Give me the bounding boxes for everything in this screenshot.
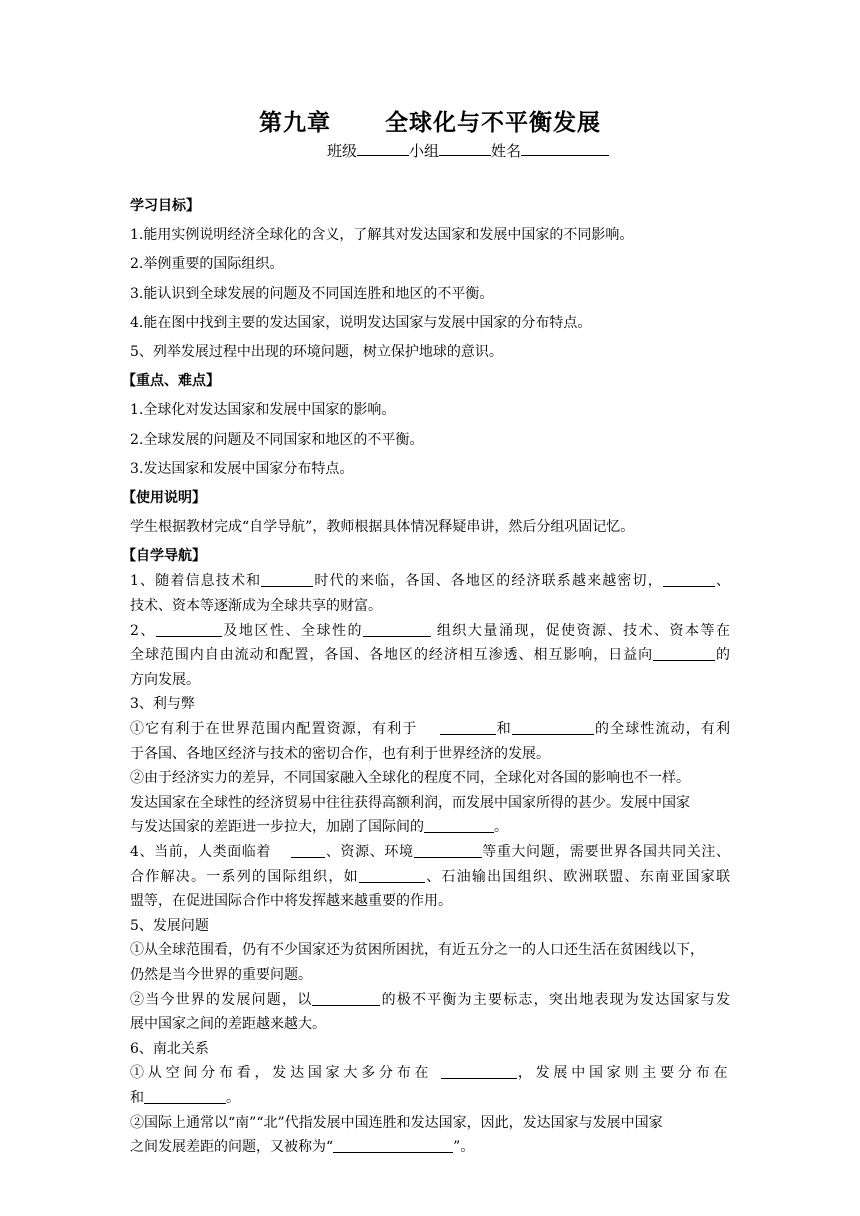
q6-title: 6、南北关系 [130,1040,209,1057]
worksheet-content [122,194,731,1160]
q2-line-1: 2、 及地区性、全球性的 组织大量涌现，促使资源、技术、资本等在 [130,622,730,639]
q2-line-2: 全球范围内自由流动和配置，各国、各地区的经济相互渗透、相互影响，日益向 的 [130,647,731,664]
fill-blank[interactable] [156,622,222,637]
q1-line-1: 1、随着信息技术和 时代的来临，各国、各地区的经济联系越来越密切， 、 [130,573,731,590]
goal-item: 3.能认识到全球发展的问题及不同国连胜和地区的不平衡。 [130,285,494,302]
class-blank[interactable] [357,140,409,156]
fill-blank[interactable] [440,720,496,735]
goal-item: 4.能在图中找到主要的发达国家，说明发达国家与发展中国家的分布特点。 [130,314,592,331]
guide-heading: 【自学导航】 [122,548,206,565]
q6-line-2: 和 。 [130,1089,240,1106]
q3-line-3: ②由于经济实力的差异，不同国家融入全球化的程度不同，全球化对各国的影响也不一样。 [130,770,690,787]
q5-line-2: 仍然是当今世界的重要问题。 [130,966,312,983]
name-blank[interactable] [521,140,609,156]
keypoints-heading: 【重点、难点】 [122,373,220,390]
usage-heading: 【使用说明】 [122,489,206,506]
page-title: 第九章 全球化与不平衡发展 [258,110,602,136]
q5-line-4: 展中国家之间的差距越来越大。 [130,1016,326,1033]
goals-heading: 学习目标】 [130,198,200,214]
q6-line-3: ②国际上通常以“南”“北”代指发展中国连胜和发达国家，因此，发达国家与发展中国家 [130,1114,663,1131]
q4-line-2: 合作解决。一系列的国际组织，如 、石油输出国组织、欧洲联盟、东南亚国家联 [130,868,731,885]
q4-line-3: 盟等，在促进国际合作中将发挥越来越重要的作用。 [130,893,452,910]
q3-line-5: 与发达国家的差距进一步拉大，加剧了国际间的 。 [130,819,508,836]
usage-text: 学生根据教材完成“自学导航”，教师根据具体情况释疑串讲，然后分组巩固记忆。 [130,519,635,536]
q5-title: 5、发展问题 [130,917,209,934]
keypoint-item: 1.全球化对发达国家和发展中国家的影响。 [130,402,396,419]
fill-blank[interactable] [424,818,494,833]
fill-blank[interactable] [441,1064,517,1079]
goal-item: 2.举例重要的国际组织。 [130,256,284,273]
q6-line-4: 之间发展差距的问题，又被称为“ ”。 [130,1139,475,1156]
student-info-line [327,140,609,161]
q3-title: 3、利与弊 [130,696,195,713]
fill-blank[interactable] [663,572,715,587]
goal-item: 1.能用实例说明经济全球化的含义，了解其对发达国家和发展中国家的不同影响。 [130,227,634,244]
keypoint-item: 2.全球发展的问题及不同国家和地区的不平衡。 [130,431,424,448]
fill-blank[interactable] [291,843,325,858]
fill-blank[interactable] [312,991,380,1006]
fill-blank[interactable] [261,572,313,587]
q6-line-1: ①从空间分布看，发达国家大多分布在 ，发展中国家则主要分布在 [130,1065,730,1082]
goal-item: 5、列举发展过程中出现的环境问题，树立保护地球的意识。 [130,343,503,360]
fill-blank[interactable] [653,646,715,661]
keypoint-item: 3.发达国家和发展中国家分布特点。 [130,460,354,477]
q3-line-2: 于各国、各地区经济与技术的密切合作，也有利于世界经济的发展。 [130,745,550,762]
q1-line-2: 技术、资本等逐渐成为全球共享的财富。 [130,598,382,615]
q5-line-3: ②当今世界的发展问题，以 的极不平衡为主要标志，突出地表现为发达国家与发 [130,991,731,1008]
q3-line-1: ①它有利于在世界范围内配置资源，有利于 和 的全球性流动，有利 [130,721,730,737]
q2-line-3: 方向发展。 [130,671,200,688]
fill-blank[interactable] [512,720,594,735]
fill-blank[interactable] [414,843,482,858]
fill-blank[interactable] [333,1138,453,1153]
group-label: 小组 [409,142,440,160]
q5-line-1: ①从全球范围看，仍有不少国家还为贫困所困扰，有近五分之一的人口还生活在贫困线以下， [130,942,704,959]
class-label: 班级 [327,142,358,160]
q3-line-4: 发达国家在全球性的经济贸易中往往获得高额利润，而发展中国家所得的甚少。发展中国家 [130,794,690,811]
group-blank[interactable] [439,140,491,156]
fill-blank[interactable] [144,1089,226,1104]
q4-line-1: 4、当前，人类面临着 、资源、环境 等重大问题，需要世界各国共同关注、 [130,843,731,860]
name-label: 姓名 [491,142,522,160]
fill-blank[interactable] [363,622,431,637]
fill-blank[interactable] [359,868,425,883]
